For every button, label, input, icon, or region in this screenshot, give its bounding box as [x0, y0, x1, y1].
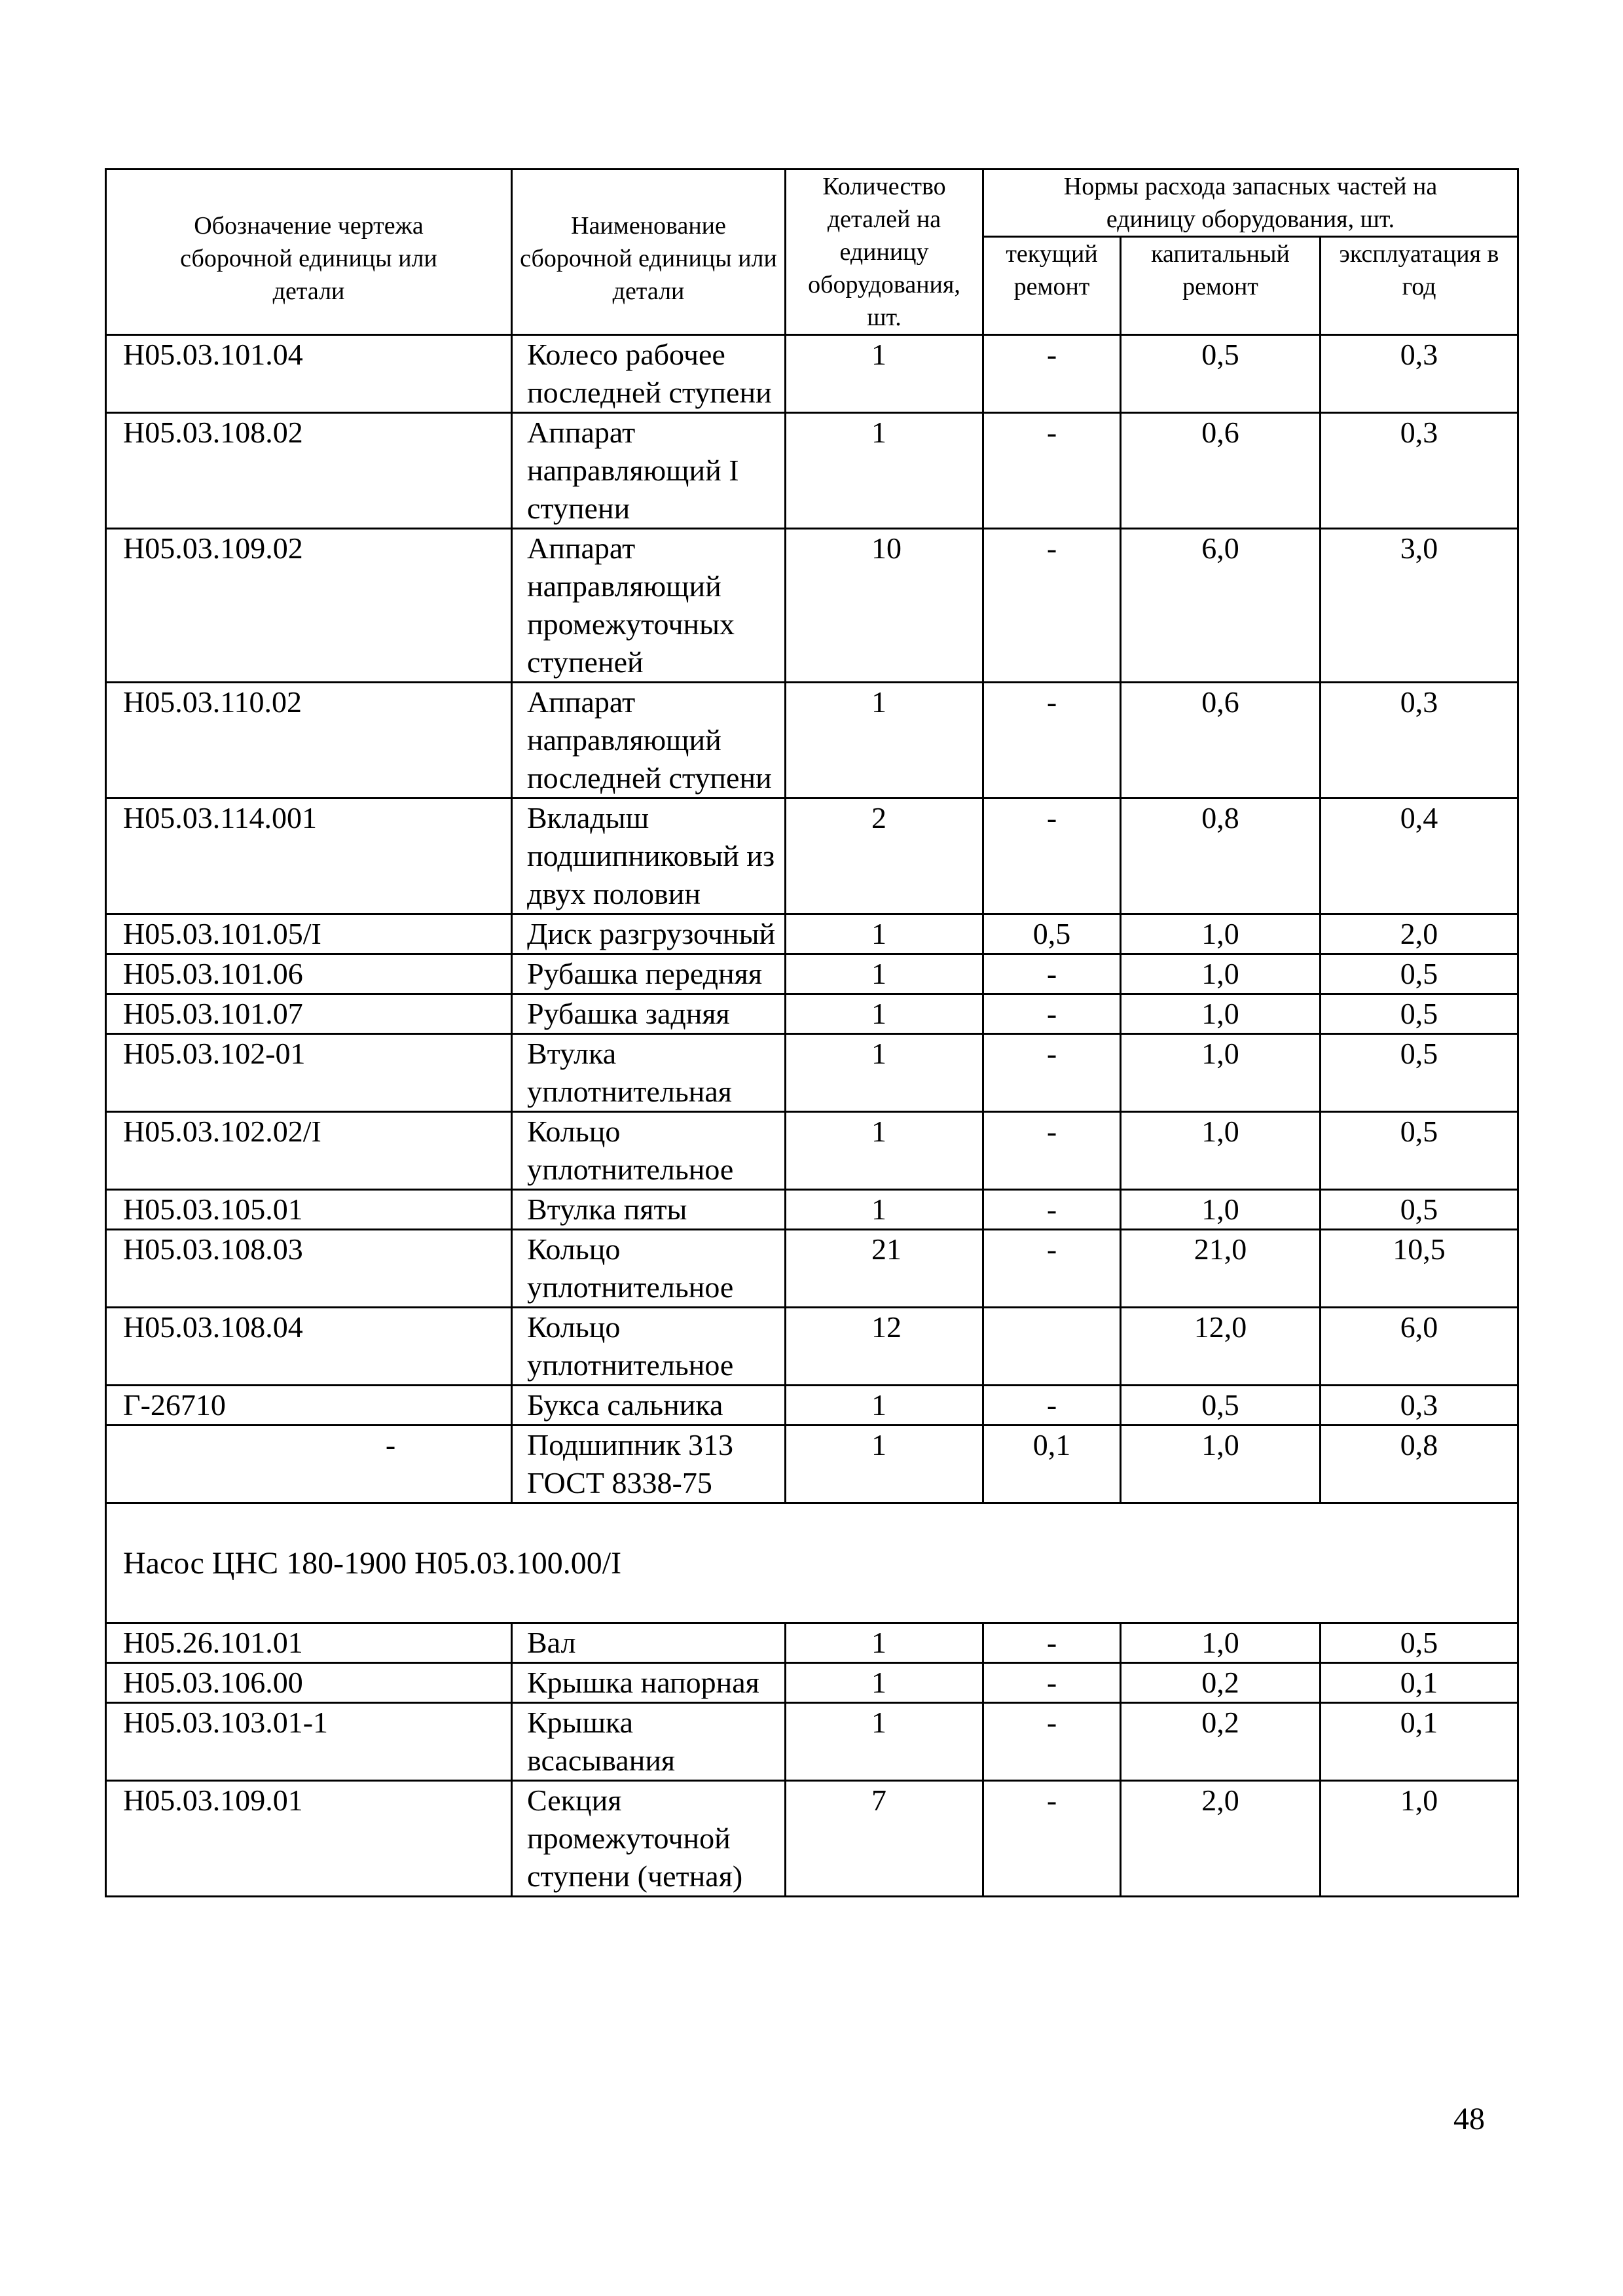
cell-drawing-code: Н05.03.102.02/I: [106, 1112, 512, 1190]
cell-operation-per-year: 3,0: [1321, 529, 1518, 683]
table-row: [106, 798, 1518, 914]
cell-drawing-code: Н05.03.109.02: [106, 529, 512, 683]
cell-quantity: 10: [786, 529, 983, 683]
cell-quantity: 1: [786, 1663, 983, 1703]
cell-drawing-code: -: [106, 1426, 512, 1503]
cell-quantity: 1: [786, 335, 983, 413]
cell-current-repair: 0,5: [983, 914, 1121, 954]
table-header: [106, 170, 1518, 335]
header-item-name: Наименование сборочной единицы или детали: [512, 170, 786, 335]
cell-capital-repair: 1,0: [1121, 1426, 1321, 1503]
cell-drawing-code: Н05.03.108.03: [106, 1230, 512, 1308]
table-row: [106, 1703, 1518, 1781]
cell-quantity: 1: [786, 1703, 983, 1781]
cell-drawing-code: Н05.26.101.01: [106, 1623, 512, 1663]
cell-current-repair: -: [983, 1230, 1121, 1308]
cell-current-repair: -: [983, 1112, 1121, 1190]
cell-operation-per-year: 0,5: [1321, 1034, 1518, 1112]
cell-quantity: 1: [786, 914, 983, 954]
cell-operation-per-year: 0,5: [1321, 994, 1518, 1034]
table-row: [106, 413, 1518, 529]
table-row: [106, 1308, 1518, 1386]
cell-current-repair: -: [983, 1703, 1121, 1781]
cell-capital-repair: 1,0: [1121, 1112, 1321, 1190]
cell-capital-repair: 1,0: [1121, 914, 1321, 954]
cell-quantity: 1: [786, 954, 983, 994]
cell-quantity: 1: [786, 683, 983, 798]
cell-item-name: Секция промежуточной ступени (четная): [512, 1781, 786, 1897]
cell-item-name: Аппарат направляющий последней ступени: [512, 683, 786, 798]
cell-current-repair: -: [983, 335, 1121, 413]
table-row: [106, 1386, 1518, 1426]
cell-quantity: 7: [786, 1781, 983, 1897]
cell-current-repair: -: [983, 954, 1121, 994]
cell-current-repair: -: [983, 1663, 1121, 1703]
table-row: [106, 683, 1518, 798]
table-row: [106, 994, 1518, 1034]
table-row: [106, 1230, 1518, 1308]
cell-drawing-code: Г-26710: [106, 1386, 512, 1426]
header-capital-repair: капитальный ремонт: [1121, 237, 1321, 335]
table-row: [106, 1034, 1518, 1112]
cell-drawing-code: Н05.03.101.07: [106, 994, 512, 1034]
cell-item-name: Кольцо уплотнительное: [512, 1230, 786, 1308]
cell-quantity: 1: [786, 1034, 983, 1112]
cell-item-name: Крышка всасывания: [512, 1703, 786, 1781]
cell-capital-repair: 6,0: [1121, 529, 1321, 683]
cell-current-repair: -: [983, 1623, 1121, 1663]
cell-capital-repair: 1,0: [1121, 1190, 1321, 1230]
cell-operation-per-year: 10,5: [1321, 1230, 1518, 1308]
table-row: [106, 529, 1518, 683]
cell-drawing-code: Н05.03.108.04: [106, 1308, 512, 1386]
cell-drawing-code: Н05.03.101.05/I: [106, 914, 512, 954]
header-drawing-code: Обозначение чертежа сборочной единицы или детали: [106, 170, 512, 335]
cell-item-name: Крышка напорная: [512, 1663, 786, 1703]
section-row-group: [106, 1503, 1518, 1623]
cell-quantity: 1: [786, 1112, 983, 1190]
cell-operation-per-year: 0,1: [1321, 1703, 1518, 1781]
cell-quantity: 12: [786, 1308, 983, 1386]
cell-item-name: Втулка пяты: [512, 1190, 786, 1230]
table-body-pump-cns: [106, 1623, 1518, 1897]
cell-quantity: 1: [786, 413, 983, 529]
cell-quantity: 1: [786, 1386, 983, 1426]
cell-item-name: Букса сальника: [512, 1386, 786, 1426]
cell-item-name: Рубашка задняя: [512, 994, 786, 1034]
cell-quantity: 1: [786, 1190, 983, 1230]
cell-capital-repair: 0,5: [1121, 1386, 1321, 1426]
section-title: Насос ЦНС 180-1900 Н05.03.100.00/I: [106, 1503, 1518, 1623]
cell-current-repair: -: [983, 994, 1121, 1034]
cell-current-repair: -: [983, 1190, 1121, 1230]
cell-operation-per-year: 0,1: [1321, 1663, 1518, 1703]
cell-item-name: Аппарат направляющий промежуточных ступеней: [512, 529, 786, 683]
cell-operation-per-year: 0,3: [1321, 1386, 1518, 1426]
cell-capital-repair: 2,0: [1121, 1781, 1321, 1897]
cell-quantity: 1: [786, 1426, 983, 1503]
cell-capital-repair: 1,0: [1121, 954, 1321, 994]
cell-operation-per-year: 0,3: [1321, 335, 1518, 413]
cell-drawing-code: Н05.03.101.06: [106, 954, 512, 994]
cell-operation-per-year: 0,5: [1321, 954, 1518, 994]
cell-item-name: Подшипник 313 ГОСТ 8338-75: [512, 1426, 786, 1503]
cell-drawing-code: Н05.03.109.01: [106, 1781, 512, 1897]
table-row: [106, 954, 1518, 994]
cell-capital-repair: 0,6: [1121, 413, 1321, 529]
spare-parts-table: [105, 168, 1519, 1897]
cell-item-name: Рубашка передняя: [512, 954, 786, 994]
cell-quantity: 1: [786, 994, 983, 1034]
cell-capital-repair: 0,2: [1121, 1663, 1321, 1703]
cell-capital-repair: 21,0: [1121, 1230, 1321, 1308]
table-row: [106, 335, 1518, 413]
cell-drawing-code: Н05.03.106.00: [106, 1663, 512, 1703]
cell-item-name: Диск разгрузочный: [512, 914, 786, 954]
cell-drawing-code: Н05.03.102-01: [106, 1034, 512, 1112]
table-row: [106, 1663, 1518, 1703]
cell-operation-per-year: 0,5: [1321, 1112, 1518, 1190]
cell-drawing-code: Н05.03.105.01: [106, 1190, 512, 1230]
table-row: [106, 1112, 1518, 1190]
table-body-pump-parts: [106, 335, 1518, 1503]
cell-capital-repair: 0,6: [1121, 683, 1321, 798]
table-row: [106, 914, 1518, 954]
header-current-repair: текущий ремонт: [983, 237, 1121, 335]
cell-item-name: Колесо рабочее последней ступени: [512, 335, 786, 413]
header-norms-group: Нормы расхода запасных частей на единицу оборудования, шт.: [983, 170, 1518, 237]
cell-capital-repair: 0,5: [1121, 335, 1321, 413]
cell-item-name: Кольцо уплотнительное: [512, 1308, 786, 1386]
cell-item-name: Аппарат направляющий I ступени: [512, 413, 786, 529]
cell-current-repair: -: [983, 413, 1121, 529]
cell-drawing-code: Н05.03.110.02: [106, 683, 512, 798]
cell-current-repair: 0,1: [983, 1426, 1121, 1503]
cell-drawing-code: Н05.03.108.02: [106, 413, 512, 529]
table-row: [106, 1623, 1518, 1663]
cell-capital-repair: 0,2: [1121, 1703, 1321, 1781]
cell-capital-repair: 0,8: [1121, 798, 1321, 914]
cell-operation-per-year: 0,5: [1321, 1190, 1518, 1230]
cell-capital-repair: 1,0: [1121, 994, 1321, 1034]
cell-quantity: 2: [786, 798, 983, 914]
cell-operation-per-year: 2,0: [1321, 914, 1518, 954]
cell-current-repair: -: [983, 1034, 1121, 1112]
page-number: 48: [1453, 2102, 1485, 2136]
cell-current-repair: -: [983, 1386, 1121, 1426]
cell-drawing-code: Н05.03.114.001: [106, 798, 512, 914]
cell-quantity: 1: [786, 1623, 983, 1663]
cell-operation-per-year: 0,4: [1321, 798, 1518, 914]
table-row: [106, 1781, 1518, 1897]
cell-operation-per-year: 0,5: [1321, 1623, 1518, 1663]
cell-operation-per-year: 0,3: [1321, 683, 1518, 798]
cell-current-repair: -: [983, 798, 1121, 914]
cell-quantity: 21: [786, 1230, 983, 1308]
cell-operation-per-year: 1,0: [1321, 1781, 1518, 1897]
cell-capital-repair: 1,0: [1121, 1623, 1321, 1663]
cell-capital-repair: 12,0: [1121, 1308, 1321, 1386]
cell-operation-per-year: 0,3: [1321, 413, 1518, 529]
table-row: [106, 1190, 1518, 1230]
table-row: [106, 1426, 1518, 1503]
cell-operation-per-year: 6,0: [1321, 1308, 1518, 1386]
header-operation-per-year: эксплуатация в год: [1321, 237, 1518, 335]
cell-item-name: Втулка уплотнительная: [512, 1034, 786, 1112]
cell-current-repair: -: [983, 529, 1121, 683]
cell-drawing-code: Н05.03.101.04: [106, 335, 512, 413]
cell-item-name: Вкладыш подшипниковый из двух половин: [512, 798, 786, 914]
cell-current-repair: -: [983, 683, 1121, 798]
cell-item-name: Кольцо уплотнительное: [512, 1112, 786, 1190]
cell-current-repair: -: [983, 1781, 1121, 1897]
cell-capital-repair: 1,0: [1121, 1034, 1321, 1112]
cell-operation-per-year: 0,8: [1321, 1426, 1518, 1503]
cell-drawing-code: Н05.03.103.01-1: [106, 1703, 512, 1781]
header-quantity: Количество деталей на единицу оборудования, шт.: [786, 170, 983, 335]
cell-item-name: Вал: [512, 1623, 786, 1663]
cell-current-repair: [983, 1308, 1121, 1386]
